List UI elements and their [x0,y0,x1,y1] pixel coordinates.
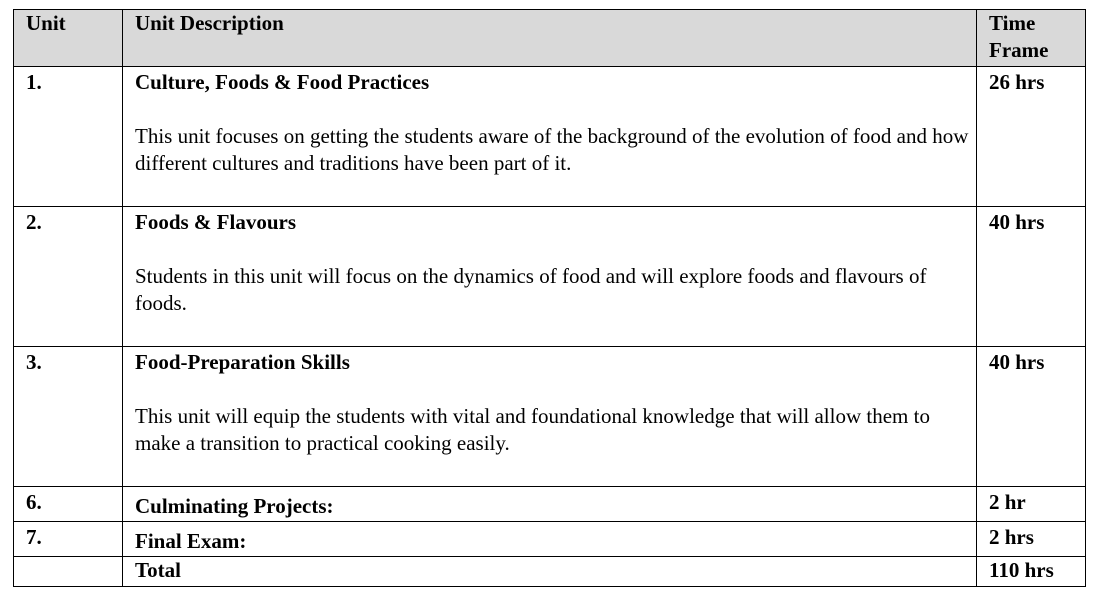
unit-time-cell [977,207,1086,347]
unit-table [13,9,1086,587]
unit-time: 40 hrs [989,210,1045,234]
unit-time-cell [977,67,1086,207]
total-number-cell [14,557,123,587]
header-unit: Unit [14,10,123,67]
unit-description: This unit focuses on getting the students aware of the background of the evolution of food and how different cultures and traditions have been part of it. [135,124,969,175]
unit-time: 2 hr [989,490,1026,514]
table-row [14,207,1086,347]
table-header-row [14,10,1086,67]
total-label: Total [135,558,181,582]
header-time-frame: Time Frame [977,10,1086,67]
unit-number: 7. [26,525,42,549]
unit-number: 2. [26,210,42,234]
unit-title: Food-Preparation Skills [135,350,350,374]
unit-title: Culture, Foods & Food Practices [135,70,430,94]
unit-time: 26 hrs [989,70,1045,94]
unit-number-cell [14,487,123,522]
table-row [14,487,1086,522]
unit-number-cell [14,347,123,487]
unit-number-cell [14,67,123,207]
unit-time: 40 hrs [989,350,1045,374]
table-row [14,347,1086,487]
unit-description: This unit will equip the students with vital and foundational knowledge that will allow them to make a transition to practical cooking easily. [135,404,930,455]
table-row [14,522,1086,557]
header-description: Unit Description [123,10,977,67]
unit-description: Students in this unit will focus on the dynamics of food and will explore foods and flavours of foods. [135,264,927,315]
unit-description-cell [123,347,977,487]
unit-description-cell [123,522,977,557]
unit-number: 3. [26,350,42,374]
unit-number: 1. [26,70,42,94]
unit-time-cell [977,522,1086,557]
unit-description-cell [123,67,977,207]
unit-time-cell [977,347,1086,487]
table-row [14,67,1086,207]
total-label-cell [123,557,977,587]
unit-number-cell [14,522,123,557]
unit-time-cell [977,487,1086,522]
total-time: 110 hrs [989,558,1054,582]
unit-time: 2 hrs [989,525,1034,549]
unit-description-cell [123,487,977,522]
unit-title: Foods & Flavours [135,210,297,234]
unit-number-cell [14,207,123,347]
unit-title: Final Exam: [135,529,247,553]
unit-description-cell [123,207,977,347]
total-row [14,557,1086,587]
unit-title: Culminating Projects: [135,494,334,518]
total-time-cell [977,557,1086,587]
unit-number: 6. [26,490,42,514]
